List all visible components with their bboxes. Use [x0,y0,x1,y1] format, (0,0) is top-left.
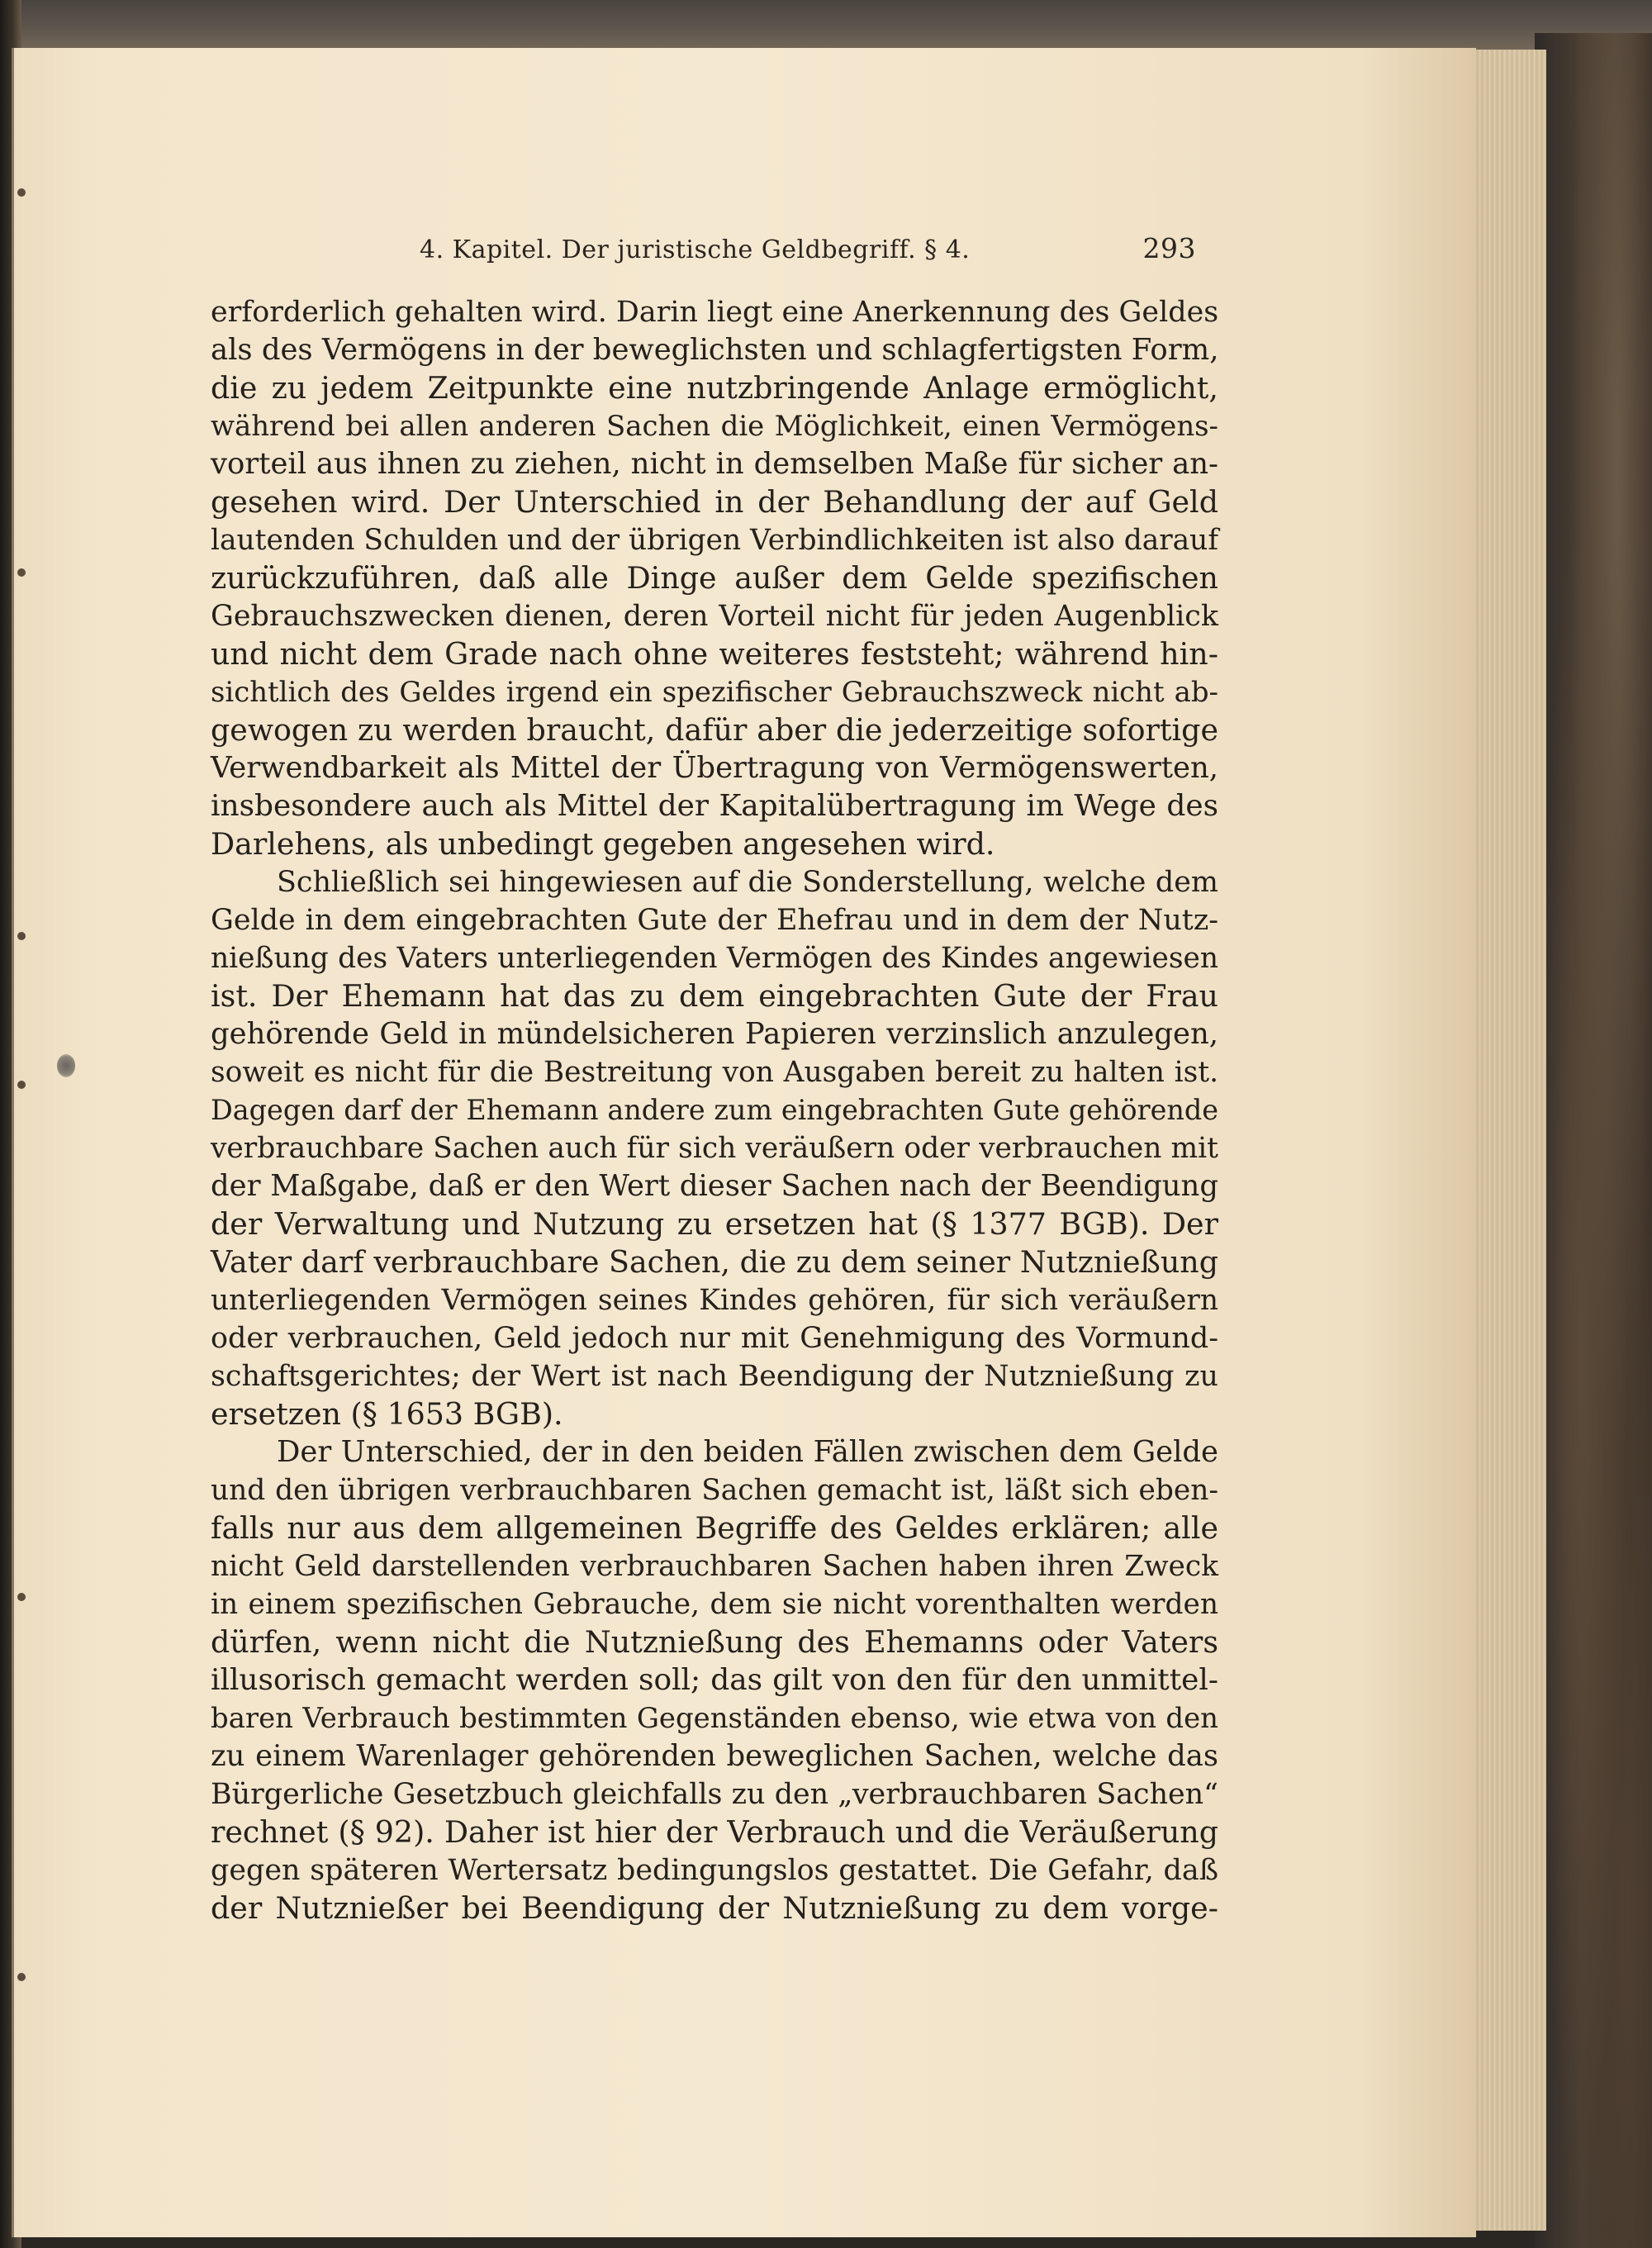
text-line: Der Unterschied, der in den beiden Fällen zwischen dem Gelde [277,1435,1218,1469]
text-line: verbrauchbare Sachen auch für sich veräußern oder verbrauchen mit [211,1132,1218,1165]
text-line: sichtlich des Geldes irgend ein spezifischer Gebrauchszweck nicht ab- [211,676,1218,708]
text-line: Verwendbarkeit als Mittel der Übertragung von Vermögenswerten, [211,751,1218,785]
text-line: Gelde in dem eingebrachten Gute der Ehefrau und in dem der Nutz- [211,904,1218,937]
text-line: gesehen wird. Der Unterschied in der Behandlung der auf Geld [211,484,1218,520]
text-line: rechnet (§ 92). Daher ist hier der Verbrauch und die Veräußerung [211,1814,1218,1850]
text-line: Schließlich sei hingewiesen auf die Sonderstellung, welche dem [277,866,1218,899]
paragraph-3 [211,1433,1218,1927]
text-line: erforderlich gehalten wird. Darin liegt eine Anerkennung des Geldes [211,296,1219,329]
text-line: baren Verbrauch bestimmten Gegenständen ebenso, wie etwa von den [211,1702,1218,1734]
text-line: gehörende Geld in mündelsicheren Papieren verzinslich anzulegen, [211,1017,1218,1051]
stitch-mark [17,932,26,940]
stitch-mark [17,568,26,577]
text-line: während bei allen anderen Sachen die Möglichkeit, einen Vermögens- [211,410,1218,442]
stitch-mark [17,1081,26,1089]
text-line: Bürgerliche Gesetzbuch gleichfalls zu den „verbrauchbaren Sachen“ [211,1778,1218,1811]
text-line: dürfen, wenn nicht die Nutznießung des Ehemanns oder Vaters [211,1624,1218,1660]
stitch-mark [17,188,26,197]
text-line: falls nur aus dem allgemeinen Begriffe des Geldes erklären; alle [211,1510,1218,1546]
text-line: gewogen zu werden braucht, dafür aber die jederzeitige sofortige [211,712,1218,748]
stitch-mark [17,1973,26,1981]
text-line: gegen späteren Wertersatz bedingungslos gestattet. Die Gefahr, daß [211,1854,1218,1887]
text-line: schaftsgerichtes; der Wert ist nach Beendigung der Nutznießung zu [211,1360,1218,1393]
page-number: 293 [1142,232,1196,264]
marbled-book-cover [1535,33,1652,2248]
text-line: soweit es nicht für die Bestreitung von Ausgaben bereit zu halten ist. [211,1056,1218,1089]
text-line: nießung des Vaters unterliegenden Vermögen des Kindes angewiesen [211,942,1218,975]
text-line: Darlehens, als unbedingt gegeben angesehen wird. [211,826,995,862]
text-line: der Nutznießer bei Beendigung der Nutznießung zu dem vorge- [211,1890,1218,1926]
text-line: als des Vermögens in der beweglichsten und schlagfertigsten Form, [211,333,1219,367]
text-line: insbesondere auch als Mittel der Kapitalübertragung im Wege des [211,789,1218,823]
text-line: der Maßgabe, daß er den Wert dieser Sachen nach der Beendigung [211,1169,1218,1203]
text-line: nicht Geld darstellenden verbrauchbaren Sachen haben ihren Zweck [211,1550,1218,1583]
text-line: zurückzuführen, daß alle Dinge außer dem Gelde spezifischen [211,560,1218,596]
text-line: unterliegenden Vermögen seines Kindes gehören, für sich veräußern [211,1284,1218,1317]
text-line: Dagegen darf der Ehemann andere zum eingebrachten Gute gehörende [211,1094,1218,1126]
text-line: zu einem Warenlager gehörenden beweglichen Sachen, welche das [211,1739,1218,1773]
text-line: ist. Der Ehemann hat das zu dem eingebrachten Gute der Frau [211,978,1218,1014]
text-line: vorteil aus ihnen zu ziehen, nicht in demselben Maße für sicher an- [211,447,1218,481]
paragraph-2 [211,863,1218,1433]
chapter-heading: 4. Kapitel. Der juristische Geldbegriff. § 4. [420,235,971,264]
text-line: ersetzen (§ 1653 BGB). [211,1396,563,1432]
paragraph-1 [211,293,1218,863]
stitch-mark [17,1593,26,1601]
text-line: in einem spezifischen Gebrauche, dem sie nicht vorenthalten werden [211,1588,1218,1621]
text-line: und den übrigen verbrauchbaren Sachen gemacht ist, läßt sich eben- [211,1474,1218,1507]
text-line: und nicht dem Grade nach ohne weiteres feststeht; während hin- [211,636,1218,672]
text-line: lautenden Schulden und der übrigen Verbindlichkeiten ist also darauf [211,524,1219,557]
text-line: der Verwaltung und Nutzung zu ersetzen hat (§ 1377 BGB). Der [211,1206,1218,1242]
text-line: Vater darf verbrauchbare Sachen, die zu dem seiner Nutznießung [211,1244,1218,1280]
text-line: die zu jedem Zeitpunkte eine nutzbringende Anlage ermöglicht, [211,370,1218,406]
text-line: oder verbrauchen, Geld jedoch nur mit Genehmigung des Vormund- [211,1322,1218,1355]
running-head [420,232,1196,269]
binding-stitches [17,48,27,2237]
text-line: illusorisch gemacht werden soll; das gilt von den für den unmittel- [211,1663,1218,1697]
text-line: Gebrauchszwecken dienen, deren Vorteil nicht für jeden Augenblick [211,600,1218,633]
ink-spot [57,1054,75,1077]
body-text [211,293,1218,1927]
